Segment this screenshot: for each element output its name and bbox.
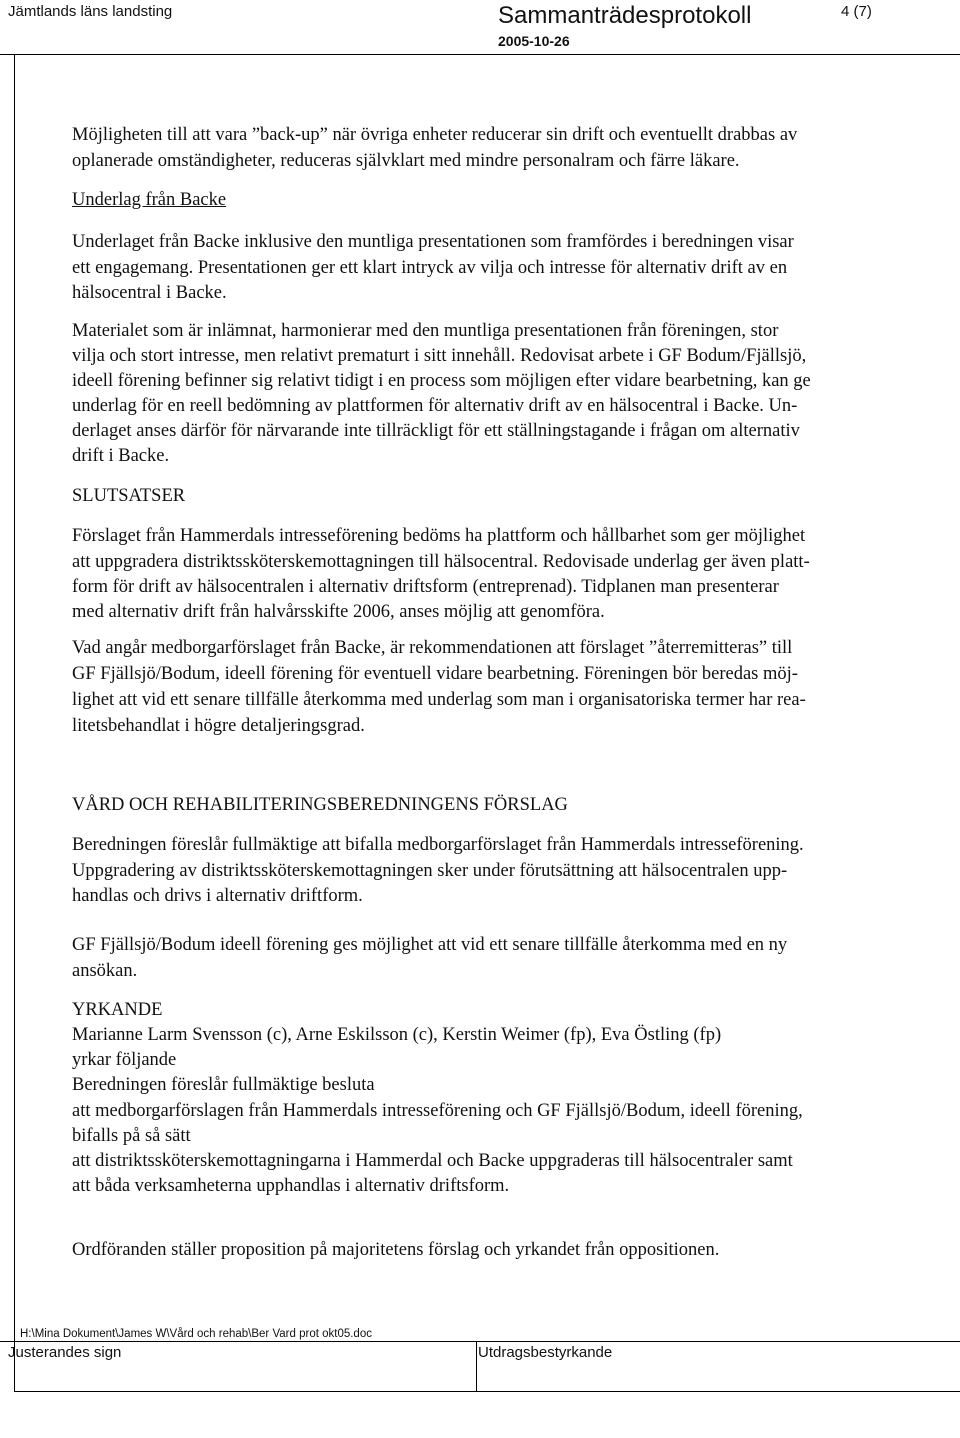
section-heading-forslag: VÅRD OCH REHABILITERINGSBEREDNINGENS FÖRSLAG xyxy=(72,795,568,815)
paragraph-line: Ordföranden ställer proposition på majoritetens förslag och yrkandet från oppositionen. xyxy=(72,1240,720,1260)
paragraph-line: Möjligheten till att vara ”back-up” när övriga enheter reducerar sin drift och eventuellt drabbas av xyxy=(72,125,798,145)
section-heading-slutsatser: SLUTSATSER xyxy=(72,486,186,506)
paragraph-line: form för drift av hälsocentralen i alternativ driftsform (entreprenad). Tidplanen man presenterar xyxy=(72,577,779,597)
paragraph-line: att distriktssköterskemottagningarna i Hammerdal och Backe uppgraderas till hälsocentraler samt xyxy=(72,1151,793,1171)
paragraph-line: drift i Backe. xyxy=(72,446,170,466)
paragraph-line: att båda verksamheterna upphandlas i alternativ driftsform. xyxy=(72,1176,510,1196)
paragraph-line: derlaget anses därför för närvarande inte tillräckligt för ett ställningstagande i frågan om alternativ xyxy=(72,421,800,441)
justerandes-sign-label: Justerandes sign xyxy=(8,1344,122,1361)
footer-rule xyxy=(476,1341,960,1342)
utdragsbestyrkande-label: Utdragsbestyrkande xyxy=(478,1344,613,1361)
header-rule xyxy=(0,54,960,55)
document-title: Sammanträdesprotokoll xyxy=(498,2,752,29)
bottom-rule xyxy=(14,1391,960,1392)
paragraph-line: Beredningen föreslår fullmäktige besluta xyxy=(72,1075,375,1095)
paragraph-line: handlas och drivs i alternativ driftform. xyxy=(72,886,363,906)
paragraph-line: Marianne Larm Svensson (c), Arne Eskilsson (c), Kerstin Weimer (fp), Eva Östling (fp) xyxy=(72,1025,722,1045)
file-path: H:\Mina Dokument\James W\Vård och rehab\Ber Vard prot okt05.doc xyxy=(20,1328,372,1340)
paragraph-line: GF Fjällsjö/Bodum, ideell förening för eventuell vidare bearbetning. Föreningen bör beredas möj- xyxy=(72,664,798,684)
paragraph-line: Beredningen föreslår fullmäktige att bifalla medborgarförslaget från Hammerdals intresseförening. xyxy=(72,835,804,855)
footer-rule xyxy=(0,1341,476,1342)
section-heading-backe: Underlag från Backe xyxy=(72,190,227,210)
organization-name: Jämtlands läns landsting xyxy=(8,3,173,20)
paragraph-line: lighet att vid ett senare tillfälle återkomma med underlag som man i organisatoriska termer har rea- xyxy=(72,690,806,710)
paragraph-line: GF Fjällsjö/Bodum ideell förening ges möjlighet att vid ett senare tillfälle återkomma med en ny xyxy=(72,935,788,955)
paragraph-line: Förslaget från Hammerdals intresseförening bedöms ha plattform och hållbarhet som ger möjlighet xyxy=(72,526,806,546)
paragraph-line: underlag för en reell bedömning av plattformen för alternativ drift av en hälsocentral i Backe. Un- xyxy=(72,396,798,416)
section-heading-yrkande: YRKANDE xyxy=(72,1000,163,1020)
paragraph-line: oplanerade omständigheter, reduceras självklart med mindre personalram och färre läkare. xyxy=(72,151,740,171)
paragraph-line: att uppgradera distriktssköterskemottagningen till hälsocentral. Redovisade underlag ger även platt- xyxy=(72,552,810,572)
paragraph-line: Underlaget från Backe inklusive den muntliga presentationen som framfördes i beredningen visar xyxy=(72,232,794,252)
paragraph-line: Materialet som är inlämnat, harmonierar med den muntliga presentationen från föreningen, stor xyxy=(72,321,779,341)
paragraph-line: ett engagemang. Presentationen ger ett klart intryck av vilja och intresse för alternativ drift av en xyxy=(72,258,788,278)
paragraph-line: bifalls på så sätt xyxy=(72,1126,191,1146)
paragraph-line: Vad angår medborgarförslaget från Backe, är rekommendationen att förslaget ”återremitteras” till xyxy=(72,638,793,658)
paragraph-line: yrkar följande xyxy=(72,1050,177,1070)
paragraph-line: med alternativ drift från halvårsskifte 2006, anses möjlig att genomföra. xyxy=(72,602,605,622)
footer-divider xyxy=(476,1341,477,1391)
paragraph-line: ideell förening befinner sig relativt tidigt i en process som möjligen efter vidare bearbetning, kan ge xyxy=(72,371,811,391)
paragraph-line: ansökan. xyxy=(72,961,138,981)
paragraph-line: vilja och stort intresse, men relativt prematurt i sitt innehåll. Redovisat arbete i GF Bodum/Fjällsjö, xyxy=(72,346,807,366)
page-number: 4 (7) xyxy=(841,3,872,20)
left-margin-rule xyxy=(14,54,15,1392)
paragraph-line: hälsocentral i Backe. xyxy=(72,283,227,303)
meeting-date: 2005-10-26 xyxy=(498,33,570,49)
paragraph-line: litetsbehandlat i högre detaljeringsgrad. xyxy=(72,716,365,736)
paragraph-line: Uppgradering av distriktssköterskemottagningen sker under förutsättning att hälsocentralen upp- xyxy=(72,861,788,881)
paragraph-line: att medborgarförslagen från Hammerdals intresseförening och GF Fjällsjö/Bodum, ideell förening, xyxy=(72,1101,803,1121)
